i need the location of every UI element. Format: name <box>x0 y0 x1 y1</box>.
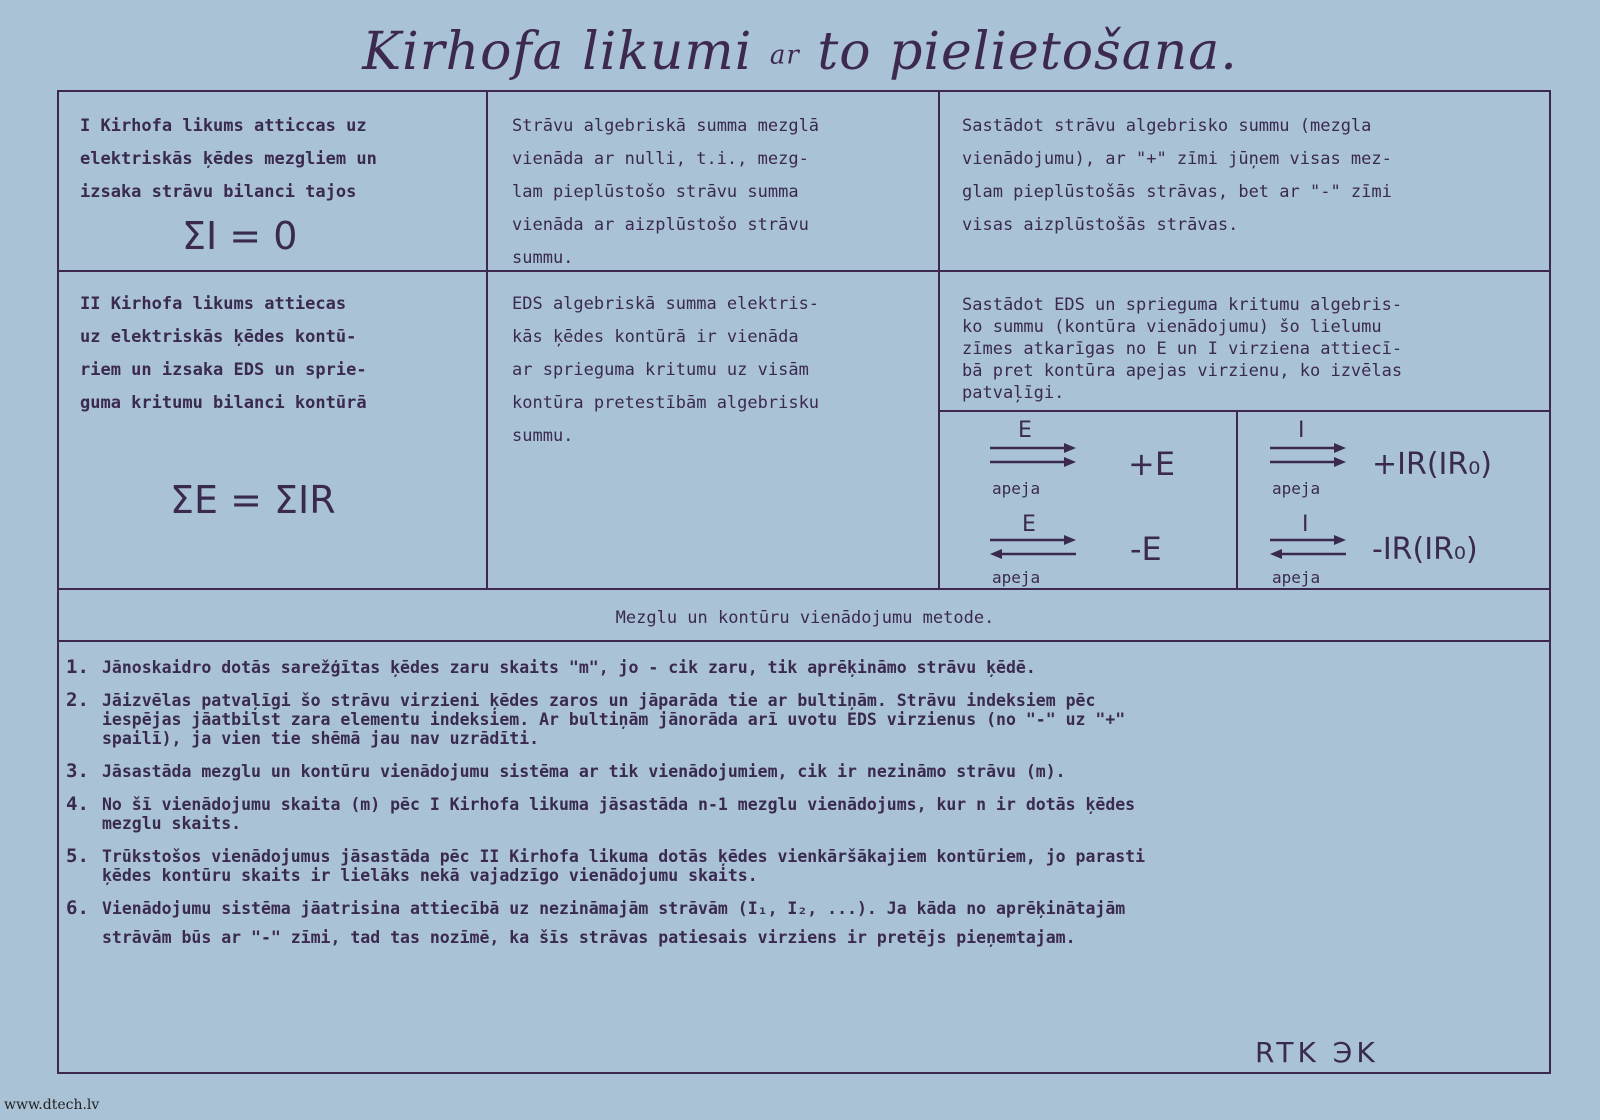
plus-ir-sign: +IR(IR₀) <box>1372 447 1492 482</box>
source-watermark: www.dtech.lv <box>4 1097 100 1113</box>
law1-formula: ΣI = 0 <box>182 214 298 258</box>
page-title <box>60 22 1540 92</box>
title-part-b: to pielietošana. <box>817 22 1238 82</box>
minus-e-sign: -E <box>1130 530 1162 568</box>
arrow-i-same-direction <box>1270 440 1346 470</box>
method-steps-list <box>66 658 1546 961</box>
law2-formula: ΣE = ΣIR <box>170 478 336 522</box>
law2-explanation: EDS algebriskā summa elektris- kās ķēdes kontūrā ir vienāda ar sprieguma kritumu uz visām kontūra pretestībām algebrisku summu. <box>512 294 820 446</box>
title-part-a: Kirhofa likumi <box>362 22 753 82</box>
apeja-label-2: apeja <box>992 568 1041 587</box>
minus-ir-sign: -IR(IR₀) <box>1372 532 1478 567</box>
law1-description: I Kirhofa likums atticcas uz elektriskās ķēdes mezgliem un izsaka strāvu bilanci tajos <box>80 116 377 202</box>
method-step: 1. Jānoskaidro dotās sarežģītas ķēdes zaru skaits "m", jo - cik zaru, tik aprēķināmo strāvu ķēdē. <box>66 656 1036 678</box>
law2-description: II Kirhofa likums attiecas uz elektriskās ķēdes kontū- riem un izsaka EDS un sprie- guma kritumu bilanci kontūrā <box>80 294 367 413</box>
method-step: 5. Trūkstošos vienādojumus jāsastāda pēc II Kirhofa likuma dotās ķēdes vienkāršākajiem kontūriem, jo parasti ķēdes kontūru skaits ir lielāks nekā vajadzīgo vienādojumu skaits. <box>66 845 1146 885</box>
method-step: 2. Jāizvēlas patvaļīgi šo strāvu virzieni ķēdes zaros un jāparāda tie ar bultiņām. Strāvu indeksiem pēc iespējas jāatbilst zara elementu indeksiem. Ar bultiņām jānorāda arī uvotu EDS virzienus (no "-" uz "+" spailī), ja vien tie shēmā jau nav uzrādīti. <box>66 689 1126 748</box>
arrow-i-label-1: I <box>1298 418 1305 443</box>
arrows-middle-divider <box>1236 410 1238 588</box>
law2-sign-rule: Sastādot EDS un sprieguma kritumu algebris- ko summu (kontūra vienādojumu) šo lielumu zīmes atkarīgas no E un I virziena attiecī- bā pret kontūra apejas virzienu, ko izvēlas patvaļīgi. <box>962 295 1403 403</box>
double-right-arrow-icon <box>1270 440 1346 470</box>
plus-e-sign: +E <box>1128 445 1176 483</box>
method-step: 6. Vienādojumu sistēma jāatrisina attiecībā uz nezināmajām strāvām (I₁, I₂, ...). Ja kāda no aprēķinātajām strāvām būs ar "-" zīmi, tad tas nozīmē, ka šīs strāvas patiesais virziens ir pretējs pieņemtajam. <box>66 897 1126 947</box>
law1-explanation: Strāvu algebriskā summa mezglā vienāda ar nulli, t.i., mezg- lam pieplūstošo strāvu summa vienāda ar aizplūstošo strāvu summu. <box>512 116 820 268</box>
title-connector: ar <box>769 40 800 71</box>
arrow-i-label-2: I <box>1302 512 1309 537</box>
col-divider-1 <box>486 90 488 588</box>
method-heading-divider <box>57 640 1551 642</box>
author-signature: RTK ЭK <box>1255 1036 1379 1069</box>
apeja-label-4: apeja <box>1272 568 1321 587</box>
method-step: 3. Jāsastāda mezglu un kontūru vienādojumu sistēma ar tik vienādojumiem, cik ir nezināmo strāvu (m). <box>66 760 1066 782</box>
arrow-e-label-2: E <box>1022 512 1036 537</box>
method-step: 4. No šī vienādojumu skaita (m) pēc I Kirhofa likuma jāsastāda n-1 mezglu vienādojums, kur n ir dotās ķēdes mezglu skaits. <box>66 793 1136 833</box>
arrow-e-same-direction <box>990 440 1076 470</box>
law1-sign-rule: Sastādot strāvu algebrisko summu (mezgla vienādojumu), ar "+" zīmi jūņem visas mez- glam pieplūstošās strāvas, bet ar "-" zīmi visas aizplūstošās strāvas. <box>962 116 1392 235</box>
arrows-top-divider <box>938 410 1551 412</box>
apeja-label-3: apeja <box>1272 479 1321 498</box>
arrow-e-label-1: E <box>1018 418 1032 443</box>
row-divider-2 <box>57 588 1551 590</box>
col-divider-2 <box>938 90 940 588</box>
method-heading: Mezglu un kontūru vienādojumu metode. <box>615 608 995 628</box>
apeja-label-1: apeja <box>992 479 1041 498</box>
double-right-arrow-icon <box>990 440 1076 470</box>
